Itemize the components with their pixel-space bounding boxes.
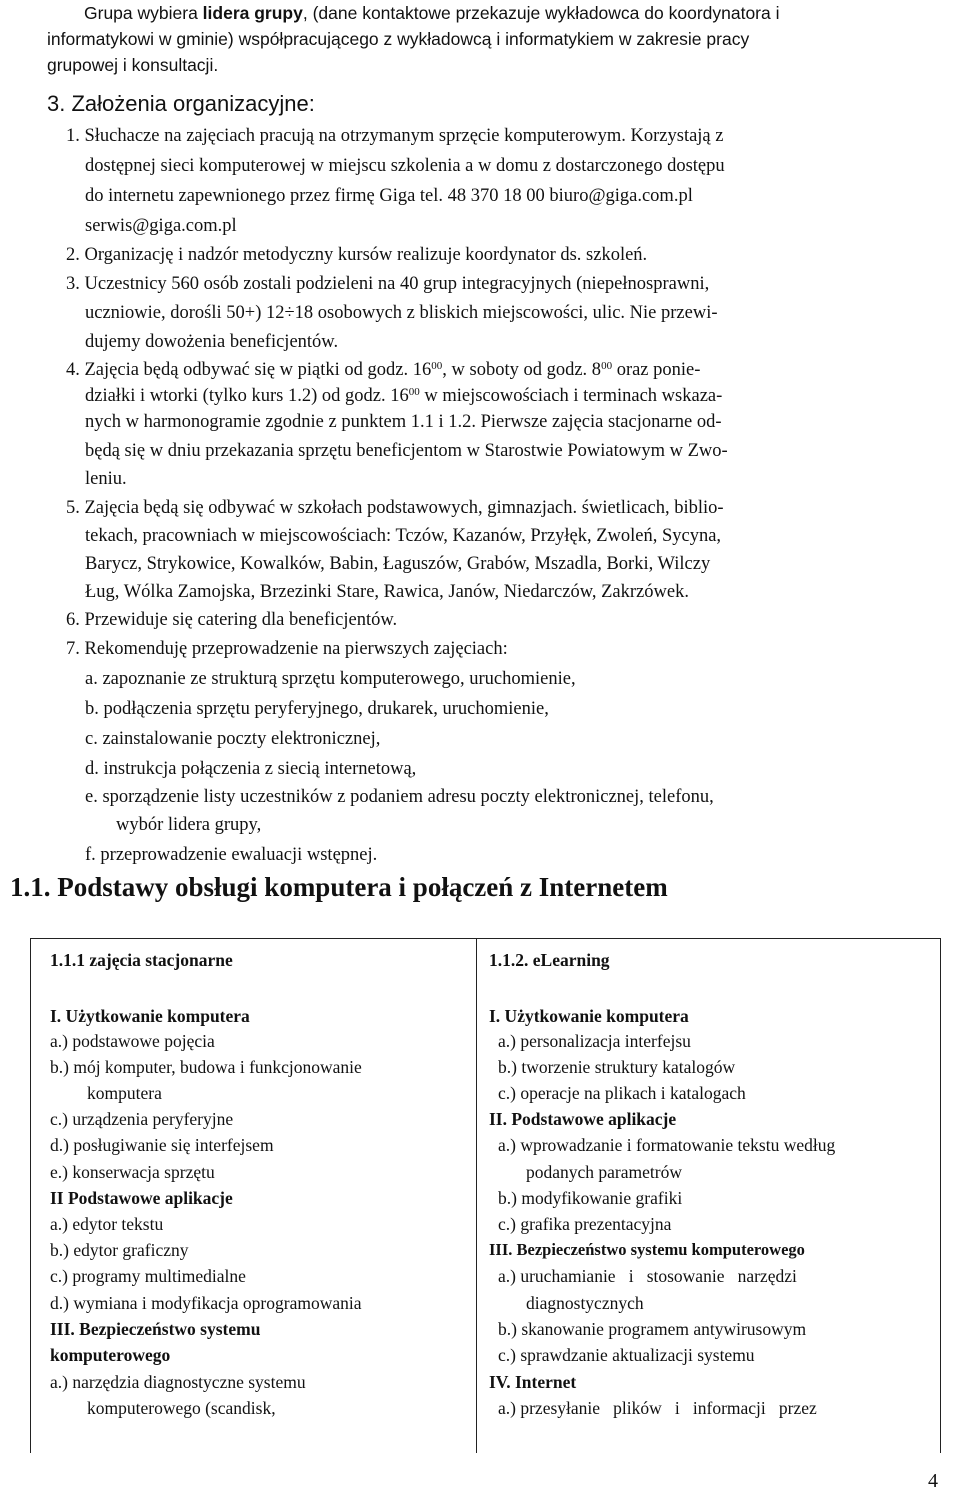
left-heading-1: I. Użytkowanie komputera — [50, 1006, 250, 1026]
item-7: 7. Rekomenduję przeprowadzenie na pierwszych zajęciach: — [66, 639, 508, 659]
section-3-heading: 3. Założenia organizacyjne: — [47, 91, 315, 116]
left-heading-2: II Podstawowe aplikacje — [50, 1188, 233, 1208]
right-heading-2: II. Podstawowe aplikacje — [489, 1109, 677, 1129]
left-item: a.) edytor tekstu — [50, 1214, 164, 1234]
right-item: a.) uruchamianie i stosowanie narzędzi — [498, 1266, 797, 1286]
right-item: a.) wprowadzanie i formatowanie tekstu według — [498, 1135, 836, 1155]
item-3-line-2: uczniowie, dorośli 50+) 12÷18 osobowych z bliskich miejscowości, ulic. Nie przewi- — [85, 303, 718, 323]
sub-item-e-line-2: wybór lidera grupy, — [116, 815, 262, 835]
right-item: b.) tworzenie struktury katalogów — [498, 1057, 736, 1077]
item-4-text: działki i wtorki (tylko kurs 1.2) od godz. 16 — [85, 386, 409, 406]
left-heading-3: III. Bezpieczeństwo systemu — [50, 1319, 261, 1339]
sub-item-d: d. instrukcja połączenia z siecią internetową, — [85, 759, 417, 779]
item-4-line-1 — [66, 357, 700, 383]
intro-line-2: informatykowi w gminie) współpracującego z wykładowcą i informatykiem w zakresie pracy — [47, 29, 750, 49]
item-1-line-4: serwis@giga.com.pl — [85, 216, 237, 236]
left-item: c.) urządzenia peryferyjne — [50, 1109, 234, 1129]
right-heading-3: III. Bezpieczeństwo systemu komputerowego — [489, 1240, 805, 1259]
item-5-line-1: 5. Zajęcia będą się odbywać w szkołach podstawowych, gimnazjach. świetlicach, biblio- — [66, 498, 724, 518]
item-4-line-4: będą się w dniu przekazania sprzętu beneficjentom w Starostwie Powiatowym w Zwo- — [85, 441, 728, 461]
item-5-line-4: Ług, Wólka Zamojska, Brzezinki Stare, Rawica, Janów, Niedarczów, Zakrzówek. — [85, 582, 689, 602]
intro-line-3: grupowej i konsultacji. — [47, 55, 219, 75]
table-column-divider — [476, 938, 477, 1453]
item-4-text: w miejscowościach i terminach wskaza- — [419, 386, 723, 406]
item-4-line-2 — [85, 383, 722, 409]
item-4-text: 4. Zajęcia będą odbywać się w piątki od godz. 16 — [66, 360, 432, 380]
left-item: b.) edytor graficzny — [50, 1240, 189, 1260]
sub-item-f: f. przeprowadzenie ewaluacji wstępnej. — [85, 845, 378, 865]
item-6: 6. Przewiduje się catering dla beneficjentów. — [66, 610, 398, 630]
right-heading-1: I. Użytkowanie komputera — [489, 1006, 689, 1026]
item-4-sup: 00 — [431, 360, 443, 372]
right-item: c.) operacje na plikach i katalogach — [498, 1083, 746, 1103]
item-4-sup: 00 — [408, 386, 420, 398]
item-1-line-3: do internetu zapewnionego przez firmę Giga tel. 48 370 18 00 biuro@giga.com.pl — [85, 186, 693, 206]
left-heading-3-cont: komputerowego — [50, 1345, 171, 1365]
item-1-line-2: dostępnej sieci komputerowej w miejscu szkolenia a w domu z dostarczonego dostępu — [85, 156, 725, 176]
item-4-sup: 00 — [601, 360, 613, 372]
right-item: c.) sprawdzanie aktualizacji systemu — [498, 1345, 755, 1365]
right-item: podanych parametrów — [526, 1162, 682, 1182]
section-1-1-heading: 1.1. Podstawy obsługi komputera i połączeń z Internetem — [10, 872, 668, 902]
left-item: b.) mój komputer, budowa i funkcjonowanie — [50, 1057, 362, 1077]
sub-item-e-line-1: e. sporządzenie listy uczestników z podaniem adresu poczty elektronicznej, telefonu, — [85, 787, 714, 807]
right-item: diagnostycznych — [526, 1293, 644, 1313]
left-item: d.) wymiana i modyfikacja oprogramowania — [50, 1293, 362, 1313]
left-item: a.) podstawowe pojęcia — [50, 1031, 215, 1051]
right-item: b.) modyfikowanie grafiki — [498, 1188, 683, 1208]
right-item: c.) grafika prezentacyjna — [498, 1214, 672, 1234]
item-1-line-1: 1. Słuchacze na zajęciach pracują na otrzymanym sprzęcie komputerowym. Korzystają z — [66, 126, 724, 146]
item-4-line-3: nych w harmonogramie zgodnie z punktem 1.1 i 1.2. Pierwsze zajęcia stacjonarne od- — [85, 412, 722, 432]
right-heading-4: IV. Internet — [489, 1372, 577, 1392]
sub-item-c: c. zainstalowanie poczty elektronicznej, — [85, 729, 381, 749]
sub-item-b: b. podłączenia sprzętu peryferyjnego, drukarek, uruchomienie, — [85, 699, 549, 719]
left-item: e.) konserwacja sprzętu — [50, 1162, 215, 1182]
item-5-line-2: tekach, pracowniach w miejscowościach: Tczów, Kazanów, Przyłęk, Zwoleń, Sycyna, — [85, 526, 722, 546]
left-item: c.) programy multimedialne — [50, 1266, 246, 1286]
intro-bold: lidera grupy — [202, 3, 303, 23]
sub-item-a: a. zapoznanie ze strukturą sprzętu komputerowego, uruchomienie, — [85, 669, 576, 689]
left-item: a.) narzędzia diagnostyczne systemu — [50, 1372, 306, 1392]
right-item: a.) przesyłanie plików i informacji przez — [498, 1398, 817, 1418]
item-3-line-3: dujemy dowożenia beneficjentów. — [85, 332, 339, 352]
intro-text: , (dane kontaktowe przekazuje wykładowca do koordynatora i — [302, 3, 780, 23]
intro-text: Grupa wybiera — [84, 3, 203, 23]
left-item: d.) posługiwanie się interfejsem — [50, 1135, 274, 1155]
item-2: 2. Organizację i nadzór metodyczny kursów realizuje koordynator ds. szkoleń. — [66, 245, 648, 265]
item-5-line-3: Barycz, Strykowice, Kowalków, Babin, Łaguszów, Grabów, Mszadla, Borki, Wilczy — [85, 554, 711, 574]
item-4-text: oraz ponie- — [612, 360, 701, 380]
item-3-line-1: 3. Uczestnicy 560 osób zostali podzieleni na 40 grup integracyjnych (niepełnosprawni, — [66, 274, 710, 294]
intro-line-1 — [84, 0, 780, 26]
right-item: b.) skanowanie programem antywirusowym — [498, 1319, 807, 1339]
right-item: a.) personalizacja interfejsu — [498, 1031, 691, 1051]
right-column-title: 1.1.2. eLearning — [489, 950, 610, 970]
left-item: komputera — [87, 1083, 162, 1103]
left-column-title: 1.1.1 zajęcia stacjonarne — [50, 950, 233, 970]
item-4-text: , w soboty od godz. 8 — [442, 360, 602, 380]
left-item: komputerowego (scandisk, — [87, 1398, 276, 1418]
page-number: 4 — [928, 1470, 938, 1492]
item-4-line-5: leniu. — [85, 469, 127, 489]
